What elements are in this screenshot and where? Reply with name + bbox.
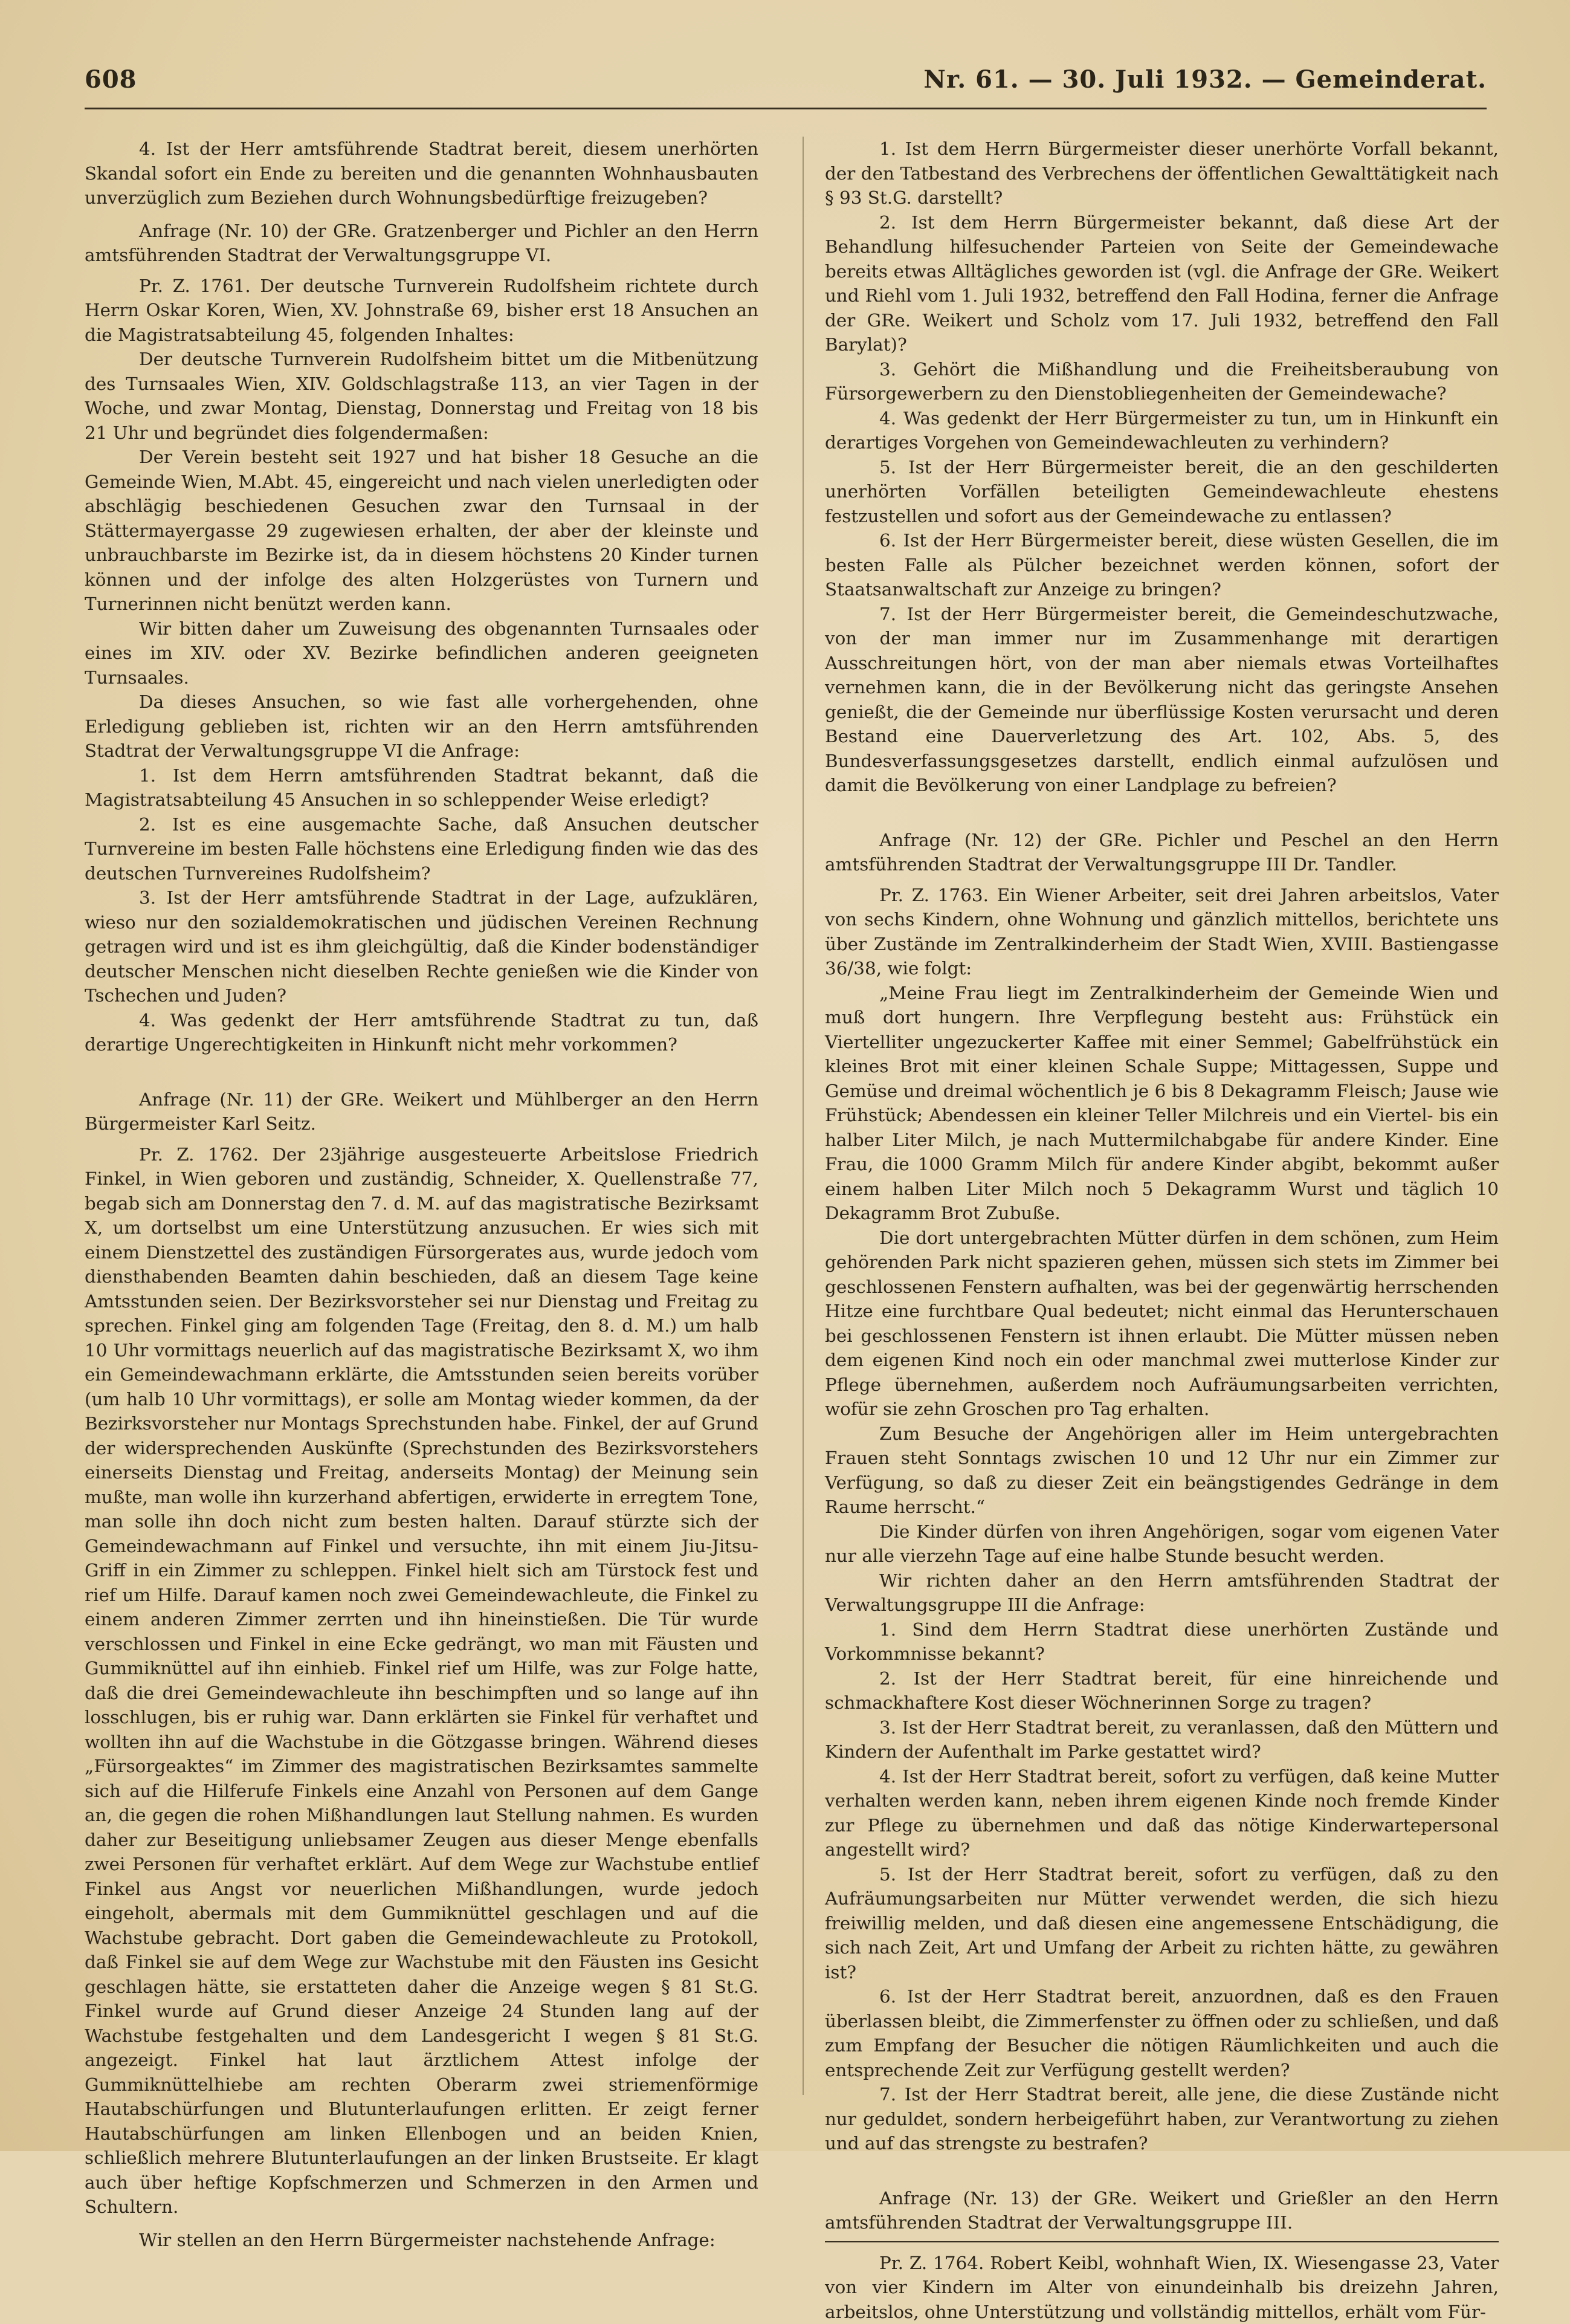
paragraph: Wir bitten daher um Zuweisung des obgenannten Turnsaales oder eines im XIV. oder XV. Bezirke befindlichen anderen geeigneten Turnsaales.	[85, 617, 758, 690]
list-item: 4. Was gedenkt der Herr Bürgermeister zu tun, um in Hinkunft ein derartiges Vorgehen von Gemeindewachleuten zu verhindern?	[825, 406, 1499, 455]
list-item: 3. Gehört die Mißhandlung und die Freiheitsberaubung von Fürsorgewerbern zu den Dienstobliegenheiten der Gemeindewache?	[825, 357, 1499, 406]
inquiry-heading: Anfrage (Nr. 10) der GRe. Gratzenberger und Pichler an den Herrn amtsführenden Stadtrat der Verwaltungsgruppe VI.	[85, 219, 758, 268]
column-divider	[803, 137, 804, 2095]
inquiry-heading: Anfrage (Nr. 11) der GRe. Weikert und Mühlberger an den Herrn Bürgermeister Karl Seitz.	[85, 1087, 758, 1136]
list-item: 3. Ist der Herr Stadtrat bereit, zu veranlassen, daß den Müttern und Kindern der Aufenthalt im Parke gestattet wird?	[825, 1715, 1499, 1764]
paragraph: 4. Ist der Herr amtsführende Stadtrat bereit, diesem unerhörten Skandal sofort ein Ende zu bereiten und die genannten Wohnhausbauten unverzüglich zum Beziehen durch Wohnungsbedürftige freizugeben?	[85, 137, 758, 210]
quote-paragraph: Die dort untergebrachten Mütter dürfen in dem schönen, zum Heim gehörenden Park nicht spazieren gehen, müssen sich stets im Zimmer bei geschlossenen Fenstern aufhalten, was bei der gegenwärtig herrschenden Hitze eine furchtbare Qual bedeutet; nicht einmal das Herunterschauen bei geschlossenen Fenstern ist ihnen erlaubt. Die Mütter müssen neben dem eigenen Kind noch ein oder manchmal zwei mutterlose Kinder zur Pflege übernehmen, außerdem noch Aufräumungsarbeiten verrichten, wofür sie zehn Groschen pro Tag erhalten.	[825, 1226, 1499, 1422]
header-rule	[85, 108, 1487, 109]
list-item: 4. Was gedenkt der Herr amtsführende Stadtrat zu tun, daß derartige Ungerechtigkeiten in Hinkunft nicht mehr vorkommen?	[85, 1008, 758, 1057]
list-item: 7. Ist der Herr Stadtrat bereit, alle jene, die diese Zustände nicht nur geduldet, sondern herbeigeführt haben, zur Verantwortung zu ziehen und auf das strengste zu bestrafen?	[825, 2082, 1499, 2156]
inquiry-heading: Anfrage (Nr. 13) der GRe. Weikert und Grießler an den Herrn amtsführenden Stadtrat der Verwaltungsgruppe III.	[825, 2186, 1499, 2235]
page-number: 608	[85, 65, 137, 94]
list-item: 2. Ist dem Herrn Bürgermeister bekannt, daß diese Art der Behandlung hilfesuchender Parteien von Seite der Gemeindewache bereits etwas Alltägliches geworden ist (vgl. die Anfrage der GRe. Weikert und Riehl vom 1. Juli 1932, betreffend den Fall Hodina, ferner die Anfrage der GRe. Weikert und Scholz vom 17. Juli 1932, betreffend den Fall Barylat)?	[825, 210, 1499, 357]
quote-paragraph: Zum Besuche der Angehörigen aller im Heim untergebrachten Frauen steht Sonntags zwischen 10 und 12 Uhr nur ein Zimmer zur Verfügung, so daß zu dieser Zeit ein beängstigendes Gedränge in dem Raume herrscht.“	[825, 1422, 1499, 1520]
list-item: 1. Ist dem Herrn amtsführenden Stadtrat bekannt, daß die Magistratsabteilung 45 Ansuchen in so schleppender Weise erledigt?	[85, 763, 758, 812]
list-item: 7. Ist der Herr Bürgermeister bereit, die Gemeindeschutzwache, von der man immer nur im Zusammenhange mit derartigen Ausschreitungen hört, von der man aber niemals etwas Vorteilhaftes vernehmen kann, die in der Bevölkerung nicht das geringste Ansehen genießt, die der Gemeinde nur überflüssige Kosten verursacht und deren Bestand eine Dauerverletzung des Art. 102, Abs. 5, des Bundesverfassungsgesetzes darstellt, endlich einmal aufzulösen und damit die Bevölkerung von einer Landplage zu befreien?	[825, 602, 1499, 798]
paragraph: Pr. Z. 1761. Der deutsche Turnverein Rudolfsheim richtete durch Herrn Oskar Koren, Wien, XV. Johnstraße 69, bisher erst 18 Ansuchen an die Magistratsabteilung 45, folgenden Inhaltes:	[85, 274, 758, 348]
left-column	[85, 137, 758, 2252]
list-item: 4. Ist der Herr Stadtrat bereit, sofort zu verfügen, daß keine Mutter verhalten werden kann, neben ihrem eigenen Kinde noch fremde Kinder zur Pflege zu übernehmen und daß das nötige Kinderwartepersonal angestellt wird?	[825, 1764, 1499, 1862]
paragraph: Der Verein besteht seit 1927 und hat bisher 18 Gesuche an die Gemeinde Wien, M.Abt. 45, eingereicht und nach vielen unerledigten oder abschlägig beschiedenen Gesuchen zwar den Turnsaal in der Stättermayergasse 29 zugewiesen erhalten, der aber der kleinste und unbrauchbarste im Bezirke ist, da in diesem höchstens 20 Kinder turnen können und der infolge des alten Holzgerüstes von Turnern und Turnerinnen nicht benützt werden kann.	[85, 445, 758, 617]
paragraph: Wir richten daher an den Herrn amtsführenden Stadtrat der Verwaltungsgruppe III die Anfrage:	[825, 1568, 1499, 1617]
list-item: 5. Ist der Herr Stadtrat bereit, sofort zu verfügen, daß zu den Aufräumungsarbeiten nur Mütter verwendet werden, die sich hiezu freiwillig melden, und daß diesen eine angemessene Entschädigung, die sich nach Zeit, Art und Umfang der Arbeit zu richten hätte, zu gewähren ist?	[825, 1862, 1499, 1985]
paragraph: Pr. Z. 1762. Der 23jährige ausgesteuerte Arbeitslose Friedrich Finkel, in Wien geboren und zuständig, Schneider, X. Quellenstraße 77, begab sich am Donnerstag den 7. d. M. auf das magistratische Bezirksamt X, um dortselbst um eine Unterstützung anzusuchen. Er wies sich mit einem Dienstzettel des zuständigen Fürsorgerates aus, wurde jedoch vom diensthabenden Beamten dahin beschieden, daß an diesem Tage keine Amtsstunden seien. Der Bezirksvorsteher sei nur Dienstag und Freitag zu sprechen. Finkel ging am folgenden Tage (Freitag, den 8. d. M.) um halb 10 Uhr vormittags neuerlich auf das magistratische Bezirksamt X, wo ihm ein Gemeindewachmann erklärte, die Amtsstunden seien bereits vorüber (um halb 10 Uhr vormittags), er solle am Montag wieder kommen, da der Bezirksvorsteher nur Montags Sprechstunden habe. Finkel, der auf Grund der widersprechenden Auskünfte (Sprechstunden des Bezirksvorstehers einerseits Dienstag und Freitag, anderseits Montag) der Meinung sein mußte, man wolle ihn kurzerhand abfertigen, erwiderte in erregtem Tone, man solle ihn doch nicht zum besten halten. Darauf stürzte sich der Gemeindewachmann auf Finkel und versuchte, ihn mit einem Jiu-Jitsu-Griff in ein Zimmer zu schleppen. Finkel hielt sich am Türstock fest und rief um Hilfe. Darauf kamen noch zwei Gemeindewachleute, die Finkel zu einem anderen Zimmer zerrten und ihn hineinstießen. Die Tür wurde verschlossen und Finkel in eine Ecke gedrängt, wo man mit Fäusten und Gummiknüttel auf ihn einhieb. Finkel rief um Hilfe, was zur Folge hatte, daß die drei Gemeindewachleute ihn beschimpften und so lange auf ihn losschlugen, bis er ruhig war. Dann erklärten sie Finkel für verhaftet und wollten ihn auf die Wachstube in die Götzgasse bringen. Während dieses „Fürsorgeaktes“ im Zimmer des magistratischen Bezirksamtes sammelte sich auf die Hilferufe Finkels eine Anzahl von Personen auf dem Gange an, die gegen die rohen Mißhandlungen laut Stellung nahmen. Es wurden daher zur Beseitigung unliebsamer Zeugen aus dieser Menge ebenfalls zwei Personen für verhaftet erklärt. Auf dem Wege zur Wachstube entlief Finkel aus Angst vor neuerlichen Mißhandlungen, wurde jedoch eingeholt, abermals mit dem Gummiknüttel geschlagen und auf die Wachstube gebracht. Dort gaben die Gemeindewachleute zu Protokoll, daß Finkel sie auf dem Wege zur Wachstube mit den Fäusten ins Gesicht geschlagen hätte, sie erstatteten daher die Anzeige wegen § 81 St.G. Finkel wurde auf Grund dieser Anzeige 24 Stunden lang auf der Wachstube festgehalten und dem Landesgericht I wegen § 81 St.G. angezeigt. Finkel hat laut ärztlichem Attest infolge der Gummiknüttelhiebe am rechten Oberarm zwei striemenförmige Hautabschürfungen und Blutunterlaufungen erlitten. Er zeigt ferner Hautabschürfungen am linken Ellenbogen und an beiden Knien, schließlich mehrere Blutunterlaufungen an der linken Brustseite. Er klagt auch über heftige Kopfschmerzen und Schmerzen in den Armen und Schultern.	[85, 1142, 758, 2219]
paragraph: Pr. Z. 1764. Robert Keibl, wohnhaft Wien, IX. Wiesengasse 23, Vater von vier Kindern im Alter von einundeinhalb bis dreizehn Jahren, arbeitslos, ohne Unterstützung und vollständig mittellos, erhält vom Für-	[825, 2251, 1499, 2324]
list-item: 5. Ist der Herr Bürgermeister bereit, die an den geschilderten unerhörten Vorfällen beteiligten Gemeindewachleute ehestens festzustellen und sofort aus der Gemeindewache zu entlassen?	[825, 455, 1499, 529]
quote-paragraph: „Meine Frau liegt im Zentralkinderheim der Gemeinde Wien und muß dort hungern. Ihre Verpflegung besteht aus: Frühstück ein Viertelliter ungezuckerter Kaffee mit einer Semmel; Gabelfrühstück ein kleines Brot mit einer kleinen Schale Suppe; Mittagessen, Suppe und Gemüse und dreimal wöchentlich je 6 bis 8 Dekagramm Fleisch; Jause wie Frühstück; Abendessen ein kleiner Teller Milchreis und ein Viertel- bis ein halber Liter Milch, je nach Muttermilchabgabe für andere Kinder. Eine Frau, die 1000 Gramm Milch für andere Kinder abgibt, bekommt außer einem halben Liter Milch noch 5 Dekagramm Wurst und täglich 10 Dekagramm Brot Zubuße.	[825, 981, 1499, 1226]
inquiry-heading: Anfrage (Nr. 12) der GRe. Pichler und Peschel an den Herrn amtsführenden Stadtrat der Verwaltungsgruppe III Dr. Tandler.	[825, 828, 1499, 877]
list-item: 1. Ist dem Herrn Bürgermeister dieser unerhörte Vorfall bekannt, der den Tatbestand des Verbrechens der öffentlichen Gewalttätigkeit nach § 93 St.G. darstellt?	[825, 137, 1499, 210]
list-item: 1. Sind dem Herrn Stadtrat diese unerhörten Zustände und Vorkommnisse bekannt?	[825, 1617, 1499, 1666]
paragraph: Da dieses Ansuchen, so wie fast alle vorhergehenden, ohne Erledigung geblieben ist, richten wir an den Herrn amtsführenden Stadtrat der Verwaltungsgruppe VI die Anfrage:	[85, 690, 758, 763]
list-item: 2. Ist es eine ausgemachte Sache, daß Ansuchen deutscher Turnvereine im besten Falle höchstens eine Erledigung finden wie das des deutschen Turnvereines Rudolfsheim?	[85, 812, 758, 886]
paragraph: Pr. Z. 1763. Ein Wiener Arbeiter, seit drei Jahren arbeitslos, Vater von sechs Kindern, ohne Wohnung und gänzlich mittellos, berichtete uns über Zustände im Zentralkinderheim der Stadt Wien, XVIII. Bastiengasse 36/38, wie folgt:	[825, 883, 1499, 981]
paragraph: Wir stellen an den Herrn Bürgermeister nachstehende Anfrage:	[85, 2228, 758, 2253]
list-item: 2. Ist der Herr Stadtrat bereit, für eine hinreichende und schmackhaftere Kost dieser Wöchnerinnen Sorge zu tragen?	[825, 1666, 1499, 1715]
section-rule	[825, 2241, 1499, 2242]
list-item: 6. Ist der Herr Stadtrat bereit, anzuordnen, daß es den Frauen überlassen bleibt, die Zimmerfenster zu öffnen oder zu schließen, und daß zum Empfang der Besucher die nötigen Räumlichkeiten und auch die entsprechende Zeit zur Verfügung gestellt werden?	[825, 1984, 1499, 2082]
running-title: Nr. 61. — 30. Juli 1932. — Gemeinderat.	[923, 65, 1487, 94]
paragraph: Der deutsche Turnverein Rudolfsheim bittet um die Mitbenützung des Turnsaales Wien, XIV. Goldschlagstraße 113, an vier Tagen in der Woche, und zwar Montag, Dienstag, Donnerstag und Freitag von 18 bis 21 Uhr und begründet dies folgendermaßen:	[85, 347, 758, 445]
list-item: 6. Ist der Herr Bürgermeister bereit, diese wüsten Gesellen, die im besten Falle als Pülcher bezeichnet werden können, sofort der Staatsanwaltschaft zur Anzeige zu bringen?	[825, 528, 1499, 602]
paragraph: Die Kinder dürfen von ihren Angehörigen, sogar vom eigenen Vater nur alle vierzehn Tage auf eine halbe Stunde besucht werden.	[825, 1520, 1499, 1568]
page-header	[85, 65, 1487, 108]
right-column	[825, 137, 1499, 2324]
list-item: 3. Ist der Herr amtsführende Stadtrat in der Lage, aufzuklären, wieso nur den sozialdemokratischen und jüdischen Vereinen Rechnung getragen wird und ist es ihm gleichgültig, daß die Kinder bodenständiger deutscher Menschen nicht dieselben Rechte genießen wie die Kinder von Tschechen und Juden?	[85, 885, 758, 1008]
